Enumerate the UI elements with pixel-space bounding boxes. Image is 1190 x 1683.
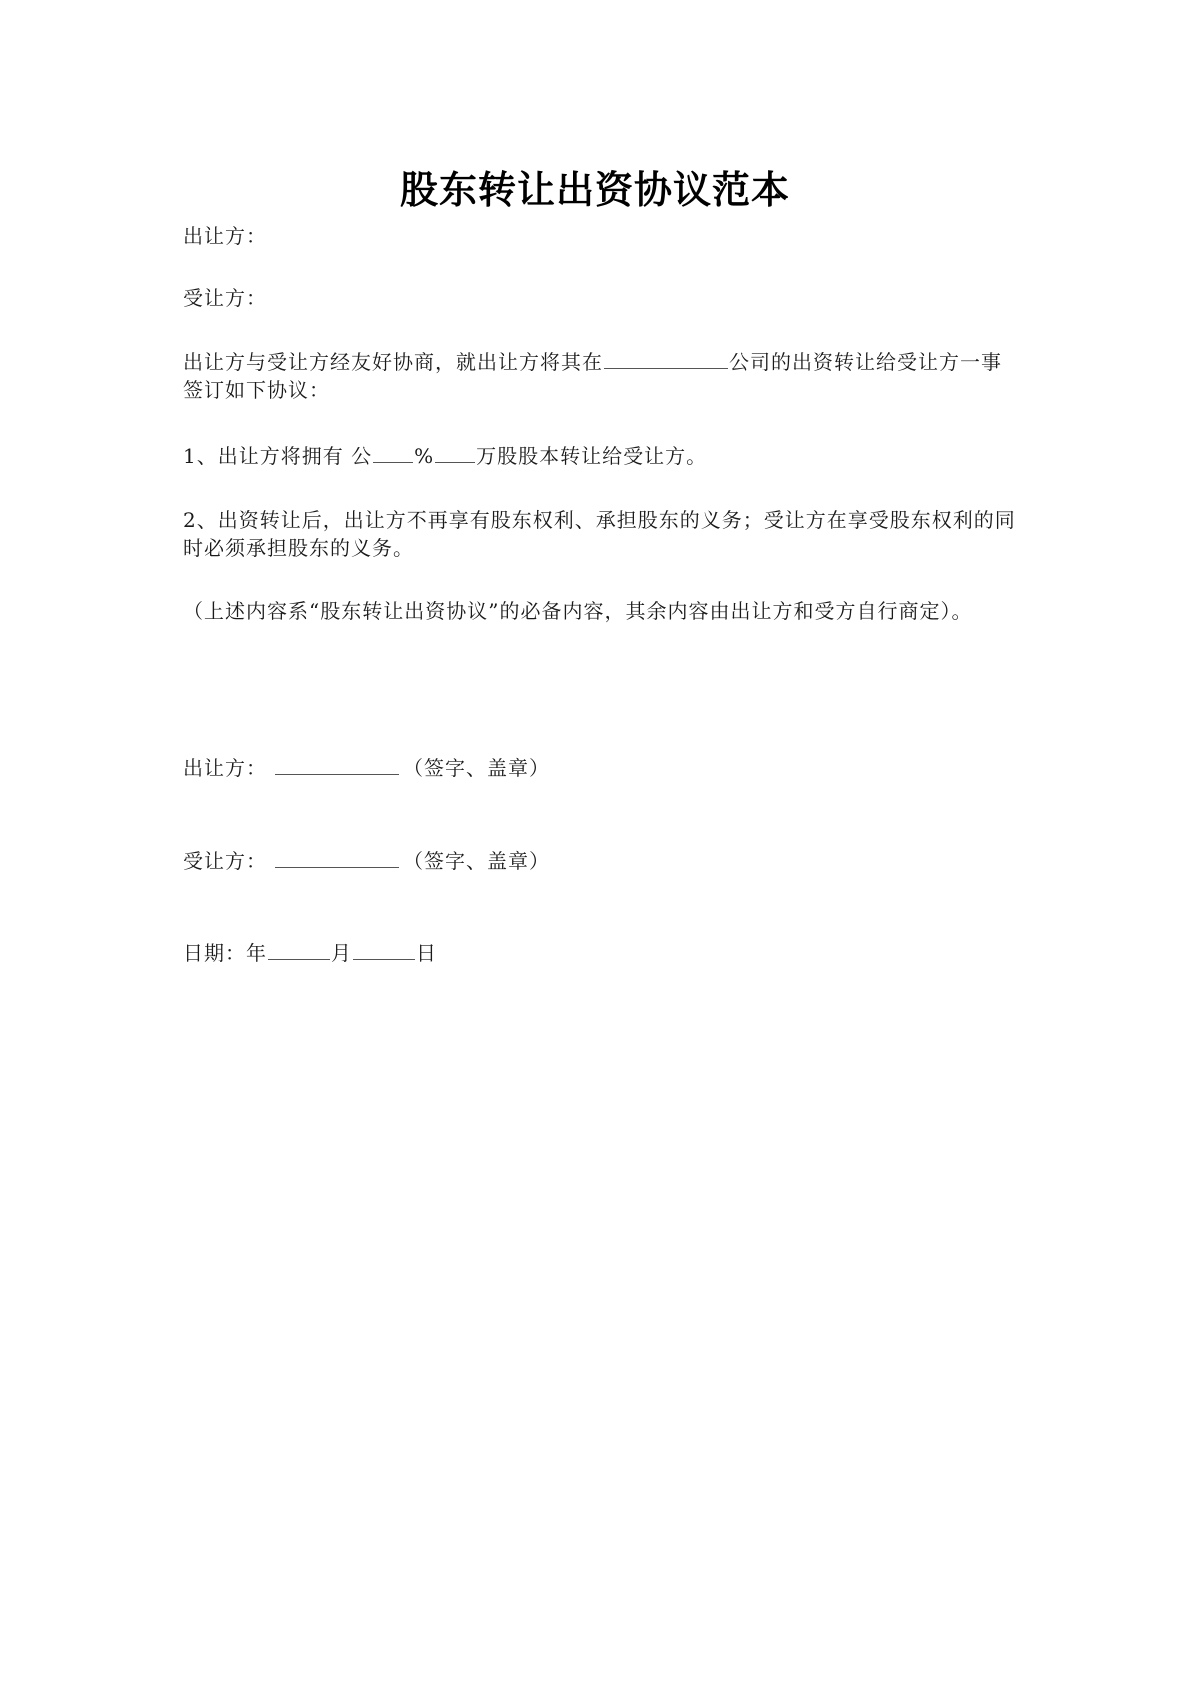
transferee-signature-blank[interactable]: [275, 849, 399, 868]
date-day-blank[interactable]: [353, 941, 415, 960]
transferee-signature-suffix: （签字、盖章）: [403, 849, 550, 873]
transferor-line: [183, 222, 1013, 250]
date-year-label: 年: [246, 941, 267, 965]
transferor-signature-suffix: （签字、盖章）: [403, 756, 550, 780]
date-month-label: 月: [331, 941, 352, 965]
clause-1-percent-sign: %: [414, 444, 435, 468]
clause-1-text-b: 万股股本转让给受让方。: [476, 444, 708, 468]
transferor-signature-label: 出让方：: [183, 756, 267, 780]
company-name-blank[interactable]: [604, 350, 728, 369]
date-day-label: 日: [416, 941, 437, 965]
note-line: [183, 597, 1013, 625]
clause-2-line-2: [183, 534, 1013, 562]
date-line: [183, 939, 1013, 967]
intro-text-line-2: 签订如下协议：: [183, 378, 330, 402]
transferor-signature-line: [183, 754, 1013, 782]
intro-text-after-blank: 公司的出资转让给受让方一事: [729, 350, 1002, 374]
intro-paragraph-line-2: [183, 376, 1013, 404]
transferee-signature-label: 受让方：: [183, 849, 267, 873]
clause-2-text-line-2: 时必须承担股东的义务。: [183, 536, 414, 560]
transferee-label: 受让方：: [183, 286, 267, 310]
date-label: 日期：: [183, 941, 246, 965]
transferee-line: [183, 284, 1013, 312]
clause-2-text-line-1: 2、出资转让后，出让方不再享有股东权利、承担股东的义务；受让方在享受股东权利的同: [183, 508, 1016, 532]
intro-text-before-blank: 出让方与受让方经友好协商，就出让方将其在: [183, 350, 603, 374]
intro-paragraph-line-1: [183, 348, 1013, 376]
clause-1: [183, 442, 1013, 470]
document-title: 股东转让出资协议范本: [399, 168, 790, 212]
transferor-label: 出让方：: [183, 224, 267, 248]
note-text: （上述内容系“股东转让出资协议”的必备内容，其余内容由出让方和受方自行商定）。: [183, 599, 973, 623]
clause-1-text-a: 1、出让方将拥有 公: [183, 444, 373, 468]
transferee-signature-line: [183, 847, 1013, 875]
percentage-blank[interactable]: [373, 444, 413, 463]
date-month-blank[interactable]: [268, 941, 330, 960]
transferor-signature-blank[interactable]: [275, 756, 399, 775]
shares-blank[interactable]: [435, 444, 475, 463]
clause-2-line-1: [183, 506, 1016, 534]
